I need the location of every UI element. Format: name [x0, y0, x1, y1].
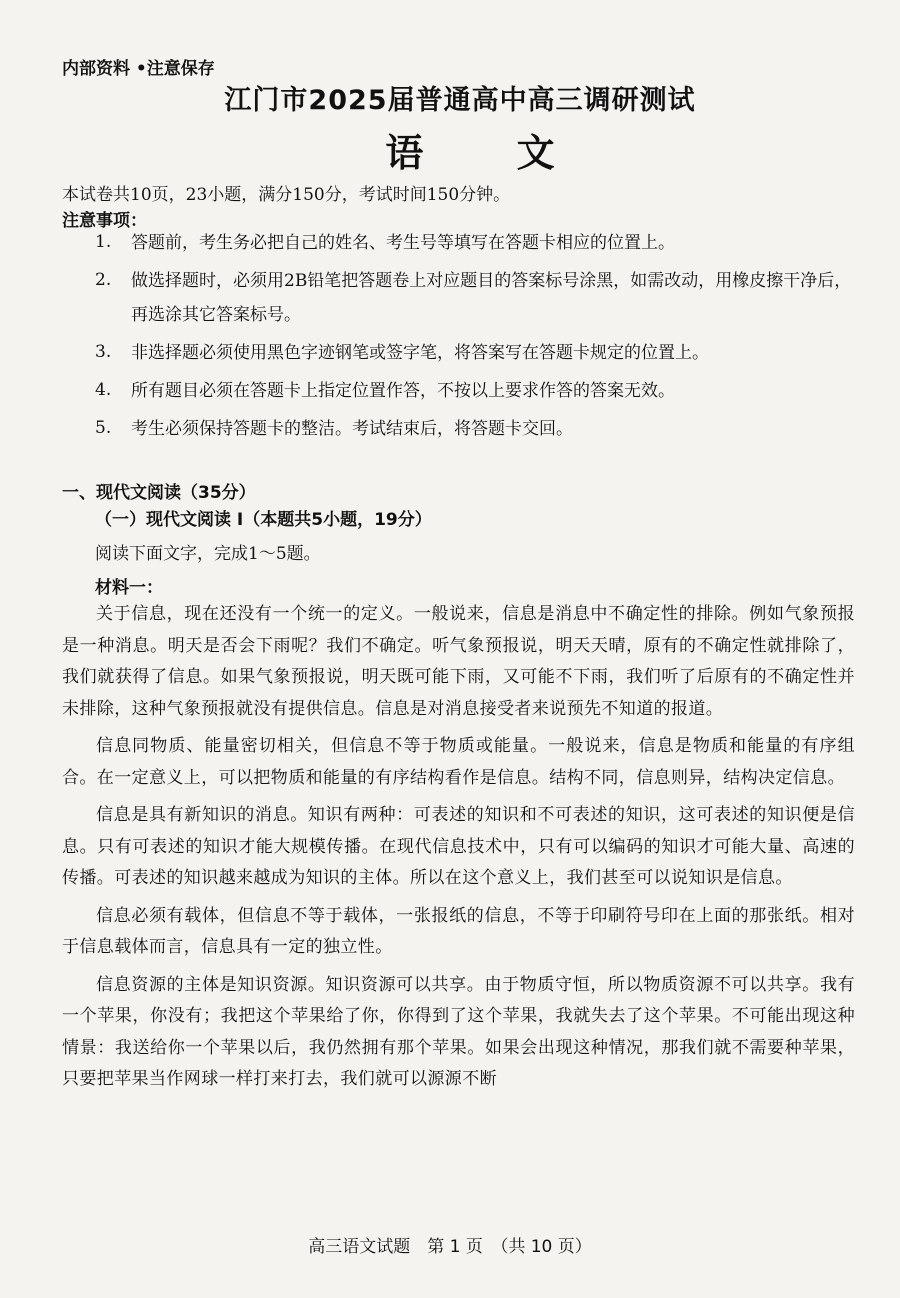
- paragraph: 信息是具有新知识的消息。知识有两种：可表述的知识和不可表述的知识，这可表述的知识便是信息。只有可表述的知识才能大规模传播。在现代信息技术中，只有可以编码的知识才可能大量、高速的传播。可表述的知识越来越成为知识的主体。所以在这个意义上，我们甚至可以说知识是信息。: [62, 805, 855, 888]
- confidential-label: 内部资料 •注意保存: [62, 59, 215, 79]
- notice-item-text: 考生必须保持答题卡的整洁。考试结束后，将答题卡交回。: [131, 419, 573, 439]
- subsection-title: （一）现代文阅读 I（本题共5小题，19分）: [95, 510, 432, 530]
- notice-list: [95, 234, 855, 458]
- notice-item-text: 非选择题必须使用黑色字迹钢笔或签字笔，将答案写在答题卡规定的位置上。: [131, 343, 709, 363]
- notice-item: [95, 382, 855, 408]
- notice-item-number: 2.: [95, 270, 112, 290]
- notice-item-number: 1.: [95, 232, 112, 252]
- page-footer: 高三语文试题 第 1 页 （共 10 页）: [308, 1237, 592, 1257]
- paragraph: 信息资源的主体是知识资源。知识资源可以共享。由于物质守恒，所以物质资源不可以共享。我有一个苹果，你没有；我把这个苹果给了你，你得到了这个苹果，我就失去了这个苹果。不可能出现这种情景：我送给你一个苹果以后，我仍然拥有那个苹果。如果会出现这种情况，那我们就不需要种苹果，只要把苹果当作网球一样打来打去，我们就可以源源不断: [62, 974, 855, 1089]
- exam-info: 本试卷共10页，23小题，满分150分，考试时间150分钟。: [62, 185, 511, 205]
- notice-item-text: 所有题目必须在答题卡上指定位置作答，不按以上要求作答的答案无效。: [131, 381, 675, 401]
- material-body: [62, 599, 855, 1102]
- notice-item-number: 3.: [95, 342, 112, 362]
- paragraph: 关于信息，现在还没有一个统一的定义。一般说来，信息是消息中不确定性的排除。例如气象预报是一种消息。明天是否会下雨呢？我们不确定。听气象预报说，明天天晴，原有的不确定性就排除了，我们就获得了信息。如果气象预报说，明天既可能下雨，又可能不下雨，我们听了后原有的不确定性并未排除，这种气象预报就没有提供信息。信息是对消息接受者来说预先不知道的报道。: [62, 604, 855, 719]
- notice-item: [95, 272, 855, 332]
- notice-item: [95, 420, 855, 446]
- section-title: 一、现代文阅读（35分）: [62, 483, 256, 503]
- notice-item: [95, 234, 855, 260]
- subject-title: 语 文: [385, 131, 595, 175]
- notice-heading: 注意事项：: [62, 211, 147, 231]
- notice-item-number: 4.: [95, 380, 112, 400]
- notice-item-text: 答题前，考生务必把自己的姓名、考生号等填写在答题卡相应的位置上。: [131, 233, 675, 253]
- paragraph: 信息同物质、能量密切相关，但信息不等于物质或能量。一般说来，信息是物质和能量的有序组合。在一定意义上，可以把物质和能量的有序结构看作是信息。结构不同，信息则异，结构决定信息。: [62, 736, 855, 788]
- paragraph: 信息必须有载体，但信息不等于载体，一张报纸的信息，不等于印刷符号印在上面的那张纸。相对于信息载体而言，信息具有一定的独立性。: [62, 905, 855, 957]
- reading-instruction: 阅读下面文字，完成1～5题。: [95, 544, 321, 564]
- notice-item: [95, 344, 855, 370]
- material-label: 材料一：: [95, 578, 163, 598]
- notice-item-number: 5.: [95, 418, 112, 438]
- exam-title: 江门市2025届普通高中高三调研测试: [224, 85, 696, 116]
- notice-item-text: 做选择题时，必须用2B铅笔把答题卷上对应题目的答案标号涂黑，如需改动，用橡皮擦干净后，再选涂其它答案标号。: [131, 271, 852, 325]
